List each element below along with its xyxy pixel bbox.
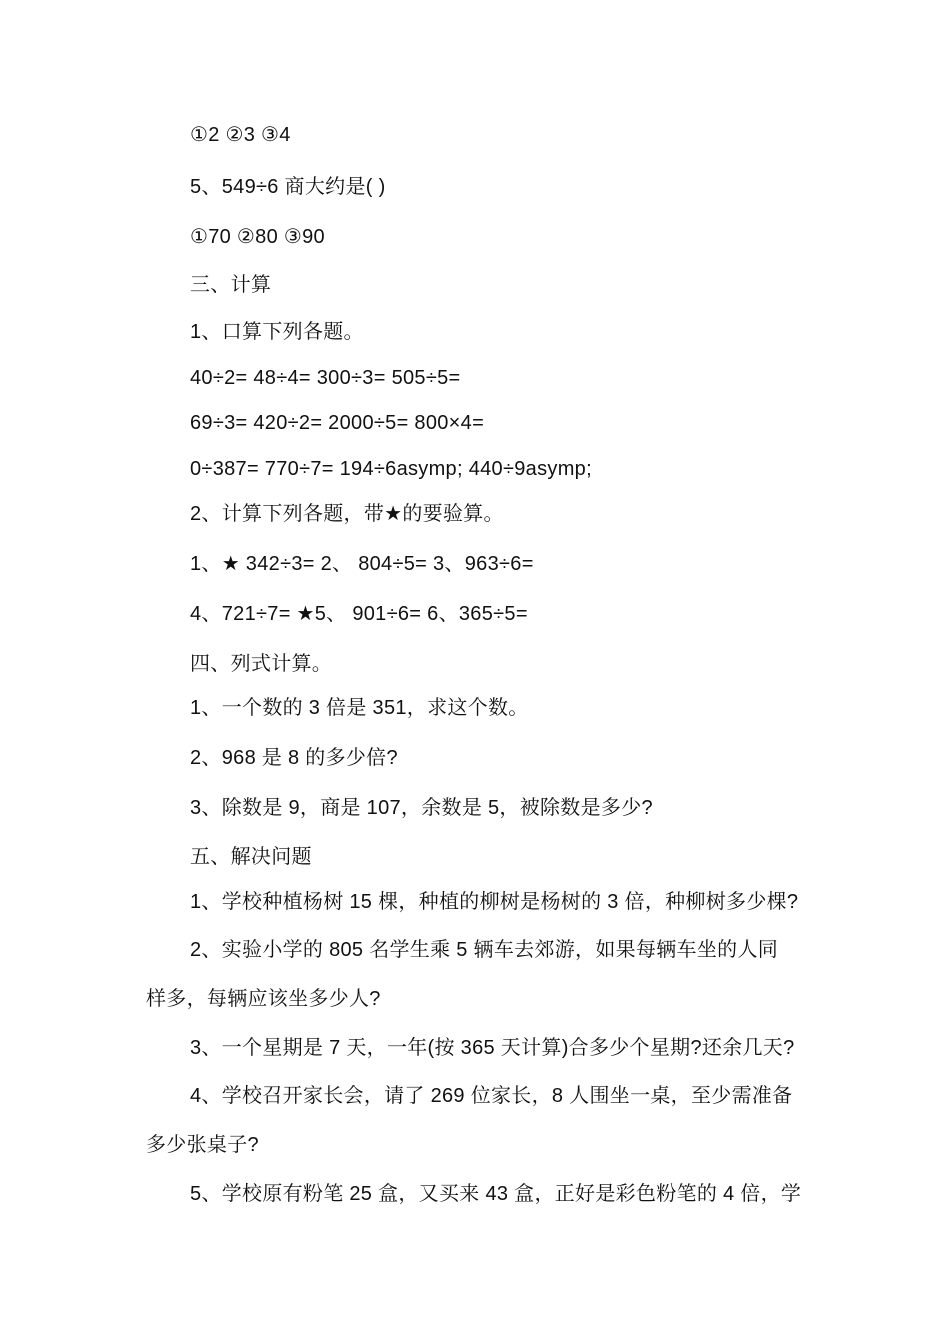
section-heading-problems: 五、解决问题 [190,846,312,868]
word-problem-1: 1、学校种植杨树 15 棵，种植的柳树是杨树的 3 倍，种柳树多少棵? [190,891,799,913]
written-calc-row-1: 1、★ 342÷3= 2、 804÷5= 3、963÷6= [190,553,534,575]
choice-options-q5: ①70 ②80 ③90 [190,226,325,248]
word-problem-2-line-2: 样多，每辆应该坐多少人? [146,988,381,1010]
word-problem-4-line-2: 多少张桌子? [146,1134,259,1156]
section-heading-expressions: 四、列式计算。 [190,653,333,675]
subheading-written-calc: 2、计算下列各题，带★的要验算。 [190,503,504,525]
choice-options-q4: ①2 ②3 ③4 [190,124,291,146]
word-problem-4-line-1: 4、学校召开家长会，请了 269 位家长，8 人围坐一桌，至少需准备 [190,1085,793,1107]
expression-question-1: 1、一个数的 3 倍是 351，求这个数。 [190,697,529,719]
subheading-mental-math: 1、口算下列各题。 [190,321,364,343]
expression-question-2: 2、968 是 8 的多少倍? [190,747,398,769]
mental-math-row-1: 40÷2= 48÷4= 300÷3= 505÷5= [190,367,461,389]
question-5: 5、549÷6 商大约是( ) [190,176,386,198]
section-heading-calculation: 三、计算 [190,274,272,296]
word-problem-5-line-1: 5、学校原有粉笔 25 盒，又买来 43 盒，正好是彩色粉笔的 4 倍，学 [190,1183,802,1205]
mental-math-row-3: 0÷387= 770÷7= 194÷6asymp; 440÷9asymp; [190,458,592,480]
written-calc-row-2: 4、721÷7= ★5、 901÷6= 6、365÷5= [190,603,528,625]
word-problem-2-line-1: 2、实验小学的 805 名学生乘 5 辆车去郊游，如果每辆车坐的人同 [190,939,779,961]
mental-math-row-2: 69÷3= 420÷2= 2000÷5= 800×4= [190,412,485,434]
word-problem-3: 3、一个星期是 7 天，一年(按 365 天计算)合多少个星期?还余几天? [190,1037,795,1059]
expression-question-3: 3、除数是 9，商是 107，余数是 5，被除数是多少? [190,797,653,819]
